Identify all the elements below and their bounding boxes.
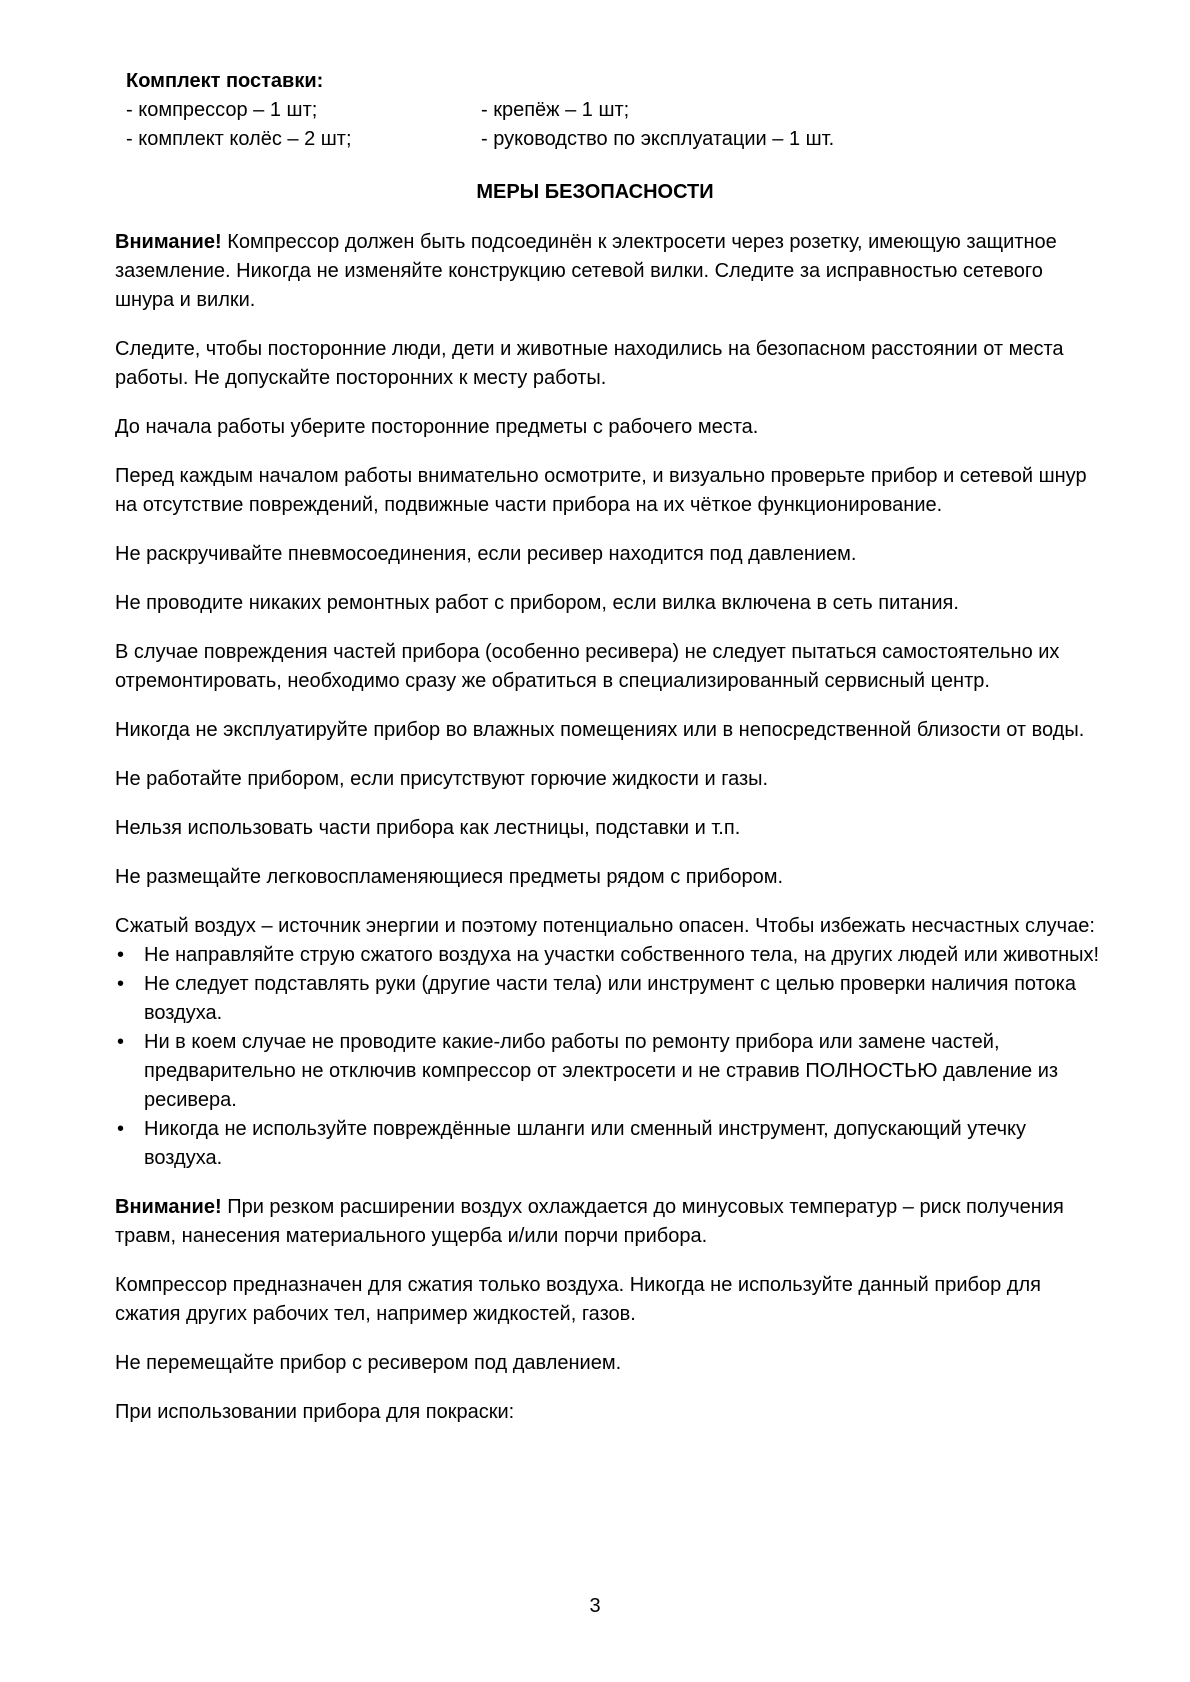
- paragraph: Не проводите никаких ремонтных работ с прибором, если вилка включена в сеть питания.: [115, 592, 959, 614]
- paragraph: Перед каждым началом работы внимательно осмотрите, и визуально проверьте прибор и сетевой шнур на отсутствие повреждений, подвижные части прибора на их чёткое функционирование.: [115, 465, 1087, 516]
- list-item: [115, 1028, 1105, 1115]
- paragraph: Компрессор предназначен для сжатия только воздуха. Никогда не используйте данный прибор для сжатия других рабочих тел, например жидкостей, газов.: [115, 1274, 1041, 1325]
- paragraph: Не перемещайте прибор с ресивером под давлением.: [115, 1352, 622, 1374]
- bullet-list: [115, 941, 1105, 1173]
- list-item: [115, 1115, 1105, 1173]
- delivery-kit-row: [126, 125, 1066, 154]
- paragraph: В случае повреждения частей прибора (особенно ресивера) не следует пытаться самостоятельно их отремонтировать, необходимо сразу же обратиться в специализированный сервисный центр.: [115, 641, 1060, 692]
- safety-section-title: МЕРЫ БЕЗОПАСНОСТИ: [476, 181, 714, 203]
- list-item-text: Не следует подставлять руки (другие части тела) или инструмент с целью проверки наличия потока воздуха.: [144, 973, 1076, 1024]
- paragraph: Следите, чтобы посторонние люди, дети и животные находились на безопасном расстоянии от места работы. Не допускайте посторонних к месту работы.: [115, 338, 1064, 389]
- delivery-kit-item: - компрессор – 1 шт;: [126, 99, 318, 121]
- paragraph: Не раскручивайте пневмосоединения, если ресивер находится под давлением.: [115, 543, 857, 565]
- bullet-icon: •: [117, 944, 125, 966]
- paragraph: Не работайте прибором, если присутствуют горючие жидкости и газы.: [115, 768, 769, 790]
- page-number: 3: [589, 1595, 601, 1617]
- paragraph: [115, 228, 1105, 315]
- list-item-text: Не направляйте струю сжатого воздуха на участки собственного тела, на других людей или животных!: [144, 944, 1100, 966]
- paragraph: Не размещайте легковоспламеняющиеся предметы рядом с прибором.: [115, 866, 784, 888]
- delivery-kit-item: - комплект колёс – 2 шт;: [126, 128, 352, 150]
- paragraph: До начала работы уберите посторонние предметы с рабочего места.: [115, 416, 759, 438]
- safety-content: [115, 228, 1105, 1447]
- list-item: [115, 970, 1105, 1028]
- list-item-text: Никогда не используйте повреждённые шланги или сменный инструмент, допускающий утечку воздуха.: [144, 1118, 1027, 1169]
- delivery-kit-item: - руководство по эксплуатации – 1 шт.: [481, 128, 835, 150]
- list-item: [115, 941, 1105, 970]
- paragraph: Сжатый воздух – источник энергии и поэтому потенциально опасен. Чтобы избежать несчастных случае:: [115, 915, 1095, 937]
- paragraph: Нельзя использовать части прибора как лестницы, подставки и т.п.: [115, 817, 741, 839]
- delivery-kit-row: [126, 96, 1066, 125]
- paragraph-text: При резком расширении воздух охлаждается до минусовых температур – риск получения травм, нанесения материального ущерба и/или порчи прибора.: [115, 1196, 1064, 1247]
- paragraph: [115, 1193, 1105, 1251]
- paragraph: При использовании прибора для покраски:: [115, 1401, 515, 1423]
- list-item-text: Ни в коем случае не проводите какие-либо работы по ремонту прибора или замене частей, предварительно не отключив компрессор от электросети и не стравив ПОЛНОСТЬЮ давление из ресивера.: [144, 1031, 1059, 1111]
- bullet-icon: •: [117, 1118, 125, 1140]
- delivery-kit: [126, 67, 1066, 154]
- paragraph-text: Компрессор должен быть подсоединён к электросети через розетку, имеющую защитное заземление. Никогда не изменяйте конструкцию сетевой вилки. Следите за исправностью сетевого шнура и вилки.: [115, 231, 1057, 311]
- warning-label: Внимание!: [115, 1196, 222, 1218]
- bullet-icon: •: [117, 1031, 125, 1053]
- bullet-icon: •: [117, 973, 125, 995]
- delivery-kit-item: - крепёж – 1 шт;: [481, 99, 630, 121]
- delivery-kit-title: Комплект поставки:: [126, 70, 324, 92]
- warning-label: Внимание!: [115, 231, 222, 253]
- paragraph: Никогда не эксплуатируйте прибор во влажных помещениях или в непосредственной близости от воды.: [115, 719, 1085, 741]
